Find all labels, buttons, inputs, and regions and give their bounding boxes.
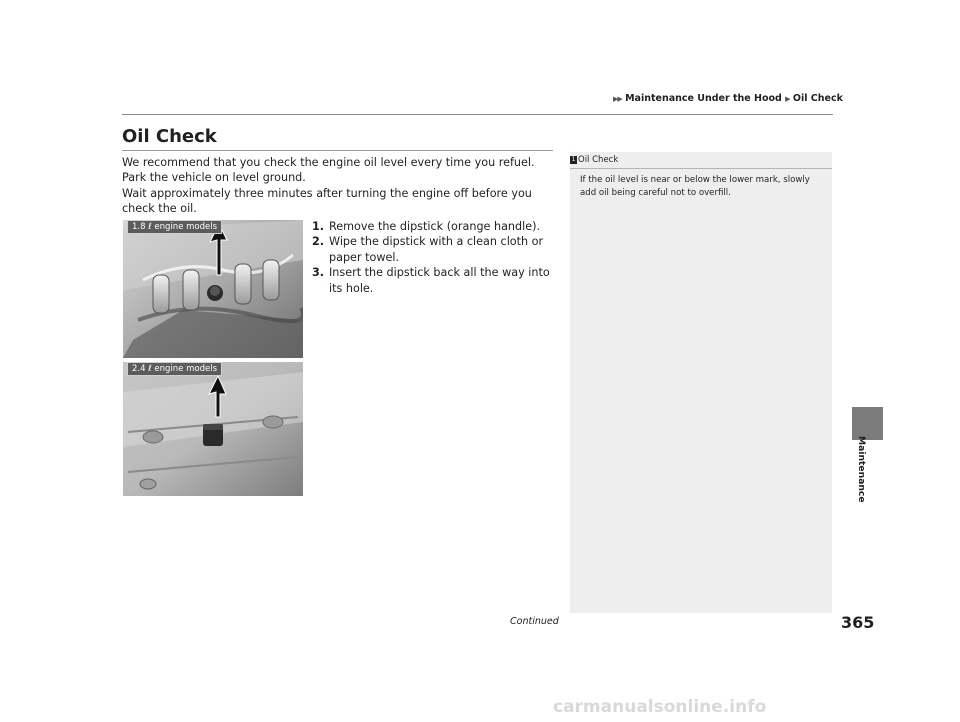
step-number: 2. [312, 235, 325, 249]
note-title-text: Oil Check [578, 155, 619, 165]
header-rule [122, 114, 833, 115]
figure-label: 2.4 ℓ engine models [127, 362, 222, 376]
figure-label: 1.8 ℓ engine models [127, 220, 222, 234]
chapter-label [843, 410, 893, 510]
chapter-label-text: Maintenance [856, 436, 867, 503]
reference-icon: 1 [571, 155, 576, 163]
continued-label: Continued [510, 616, 559, 627]
step-text: Wipe the dipstick with a clean cloth or paper towel. [329, 235, 544, 264]
note-title [570, 155, 832, 165]
steps-list [312, 219, 552, 296]
page-title: Oil Check [122, 126, 217, 147]
title-rule [122, 150, 553, 151]
breadcrumb-separator-icon: ▶ [785, 95, 790, 103]
engine-illustration [123, 220, 303, 358]
step-item [312, 234, 552, 265]
intro-text [122, 155, 554, 217]
note-text: If the oil level is near or below the lower mark, slowly add oil being careful not to overfill. [580, 175, 810, 198]
breadcrumb-page[interactable]: Oil Check [792, 93, 843, 104]
step-text: Insert the dipstick back all the way into its hole. [329, 266, 550, 295]
step-item [312, 219, 552, 234]
step-item [312, 265, 552, 296]
step-text: Remove the dipstick (orange handle). [329, 220, 541, 233]
step-number: 3. [312, 266, 325, 280]
intro-line: We recommend that you check the engine oil level every time you refuel. [122, 156, 535, 169]
step-number: 1. [312, 220, 325, 233]
watermark: carmanualsonline.info [553, 697, 767, 717]
page-number: 365 [841, 613, 875, 632]
engine-photo-2-4 [123, 362, 303, 496]
note-panel [570, 152, 832, 613]
engine-illustration [123, 362, 303, 496]
intro-line: Wait approximately three minutes after turning the engine off before you check the oil. [122, 186, 532, 216]
breadcrumb [613, 93, 843, 104]
breadcrumb-section[interactable]: Maintenance Under the Hood [625, 93, 782, 104]
engine-photo-1-8 [123, 220, 303, 358]
breadcrumb-arrow-icon: ▶▶ [613, 95, 622, 103]
intro-line: Park the vehicle on level ground. [122, 171, 306, 185]
note-rule [570, 168, 832, 169]
